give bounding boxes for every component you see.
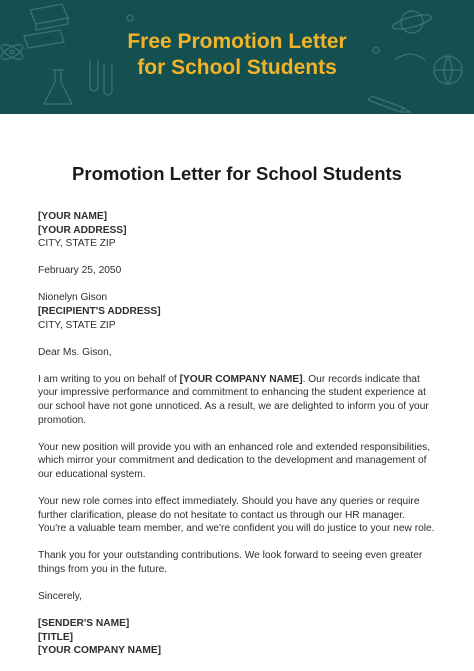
signature-company: [YOUR COMPANY NAME] — [38, 645, 162, 657]
signature-title: [TITLE] — [38, 631, 74, 643]
recipient-name: Nionelyn Gison — [38, 292, 108, 304]
paragraph-3-line-2: further clarification, please do not hesitate to contact us through our HR manager. — [38, 509, 405, 521]
sender-name: [YOUR NAME] — [38, 211, 108, 222]
letter-body — [38, 210, 438, 658]
paragraph-3-line-3: You're a valuable team member, and we're confident you will do justice to your new role. — [38, 523, 435, 535]
paragraph-1-line-4: promotion. — [38, 414, 87, 426]
sender-address: [YOUR ADDRESS] — [38, 224, 127, 236]
paragraph-2-line-2: which mirror your commitment and dedication to the development and management of — [38, 455, 427, 467]
recipient-city: CITY, STATE ZIP — [38, 319, 116, 331]
document-title: Promotion Letter for School Students — [72, 163, 402, 184]
sender-city: CITY, STATE ZIP — [38, 238, 116, 250]
company-name-placeholder: [YOUR COMPANY NAME] — [179, 373, 303, 385]
pencil-icon — [368, 96, 410, 112]
paragraph-4-line-1: Thank you for your outstanding contributions. We look forward to seeing even greater — [38, 550, 423, 562]
signature-name: [SENDER'S NAME] — [38, 617, 130, 629]
banner-title — [0, 29, 474, 81]
paragraph-3-line-1: Your new role comes into effect immediately. Should you have any queries or require — [38, 495, 420, 507]
banner-title-line-1: Free Promotion Letter — [127, 30, 347, 53]
paragraph-1-text: . Our records indicate that — [302, 373, 420, 385]
salutation: Dear Ms. Gison, — [38, 346, 112, 358]
header-banner — [0, 0, 474, 114]
letter-date: February 25, 2050 — [38, 265, 122, 277]
paragraph-2-line-3: our educational system. — [38, 468, 146, 480]
paragraph-1-text: I am writing to you on behalf of — [38, 373, 180, 385]
paragraph-2-line-1: Your new position will provide you with an enhanced role and extended responsibilities, — [38, 441, 431, 453]
paragraph-1-line-3: our school have not gone unnoticed. As a result, we are delighted to inform you of your — [38, 400, 429, 412]
banner-title-line-2: for School Students — [137, 56, 337, 79]
paragraph-4-line-2: things from you in the future. — [38, 563, 168, 575]
closing: Sincerely, — [38, 590, 82, 602]
recipient-address: [RECIPIENT'S ADDRESS] — [38, 305, 161, 317]
paragraph-1-line-1 — [38, 373, 438, 387]
paragraph-1-line-2: your impressive performance and commitment to enhancing the student experience at — [38, 387, 426, 399]
